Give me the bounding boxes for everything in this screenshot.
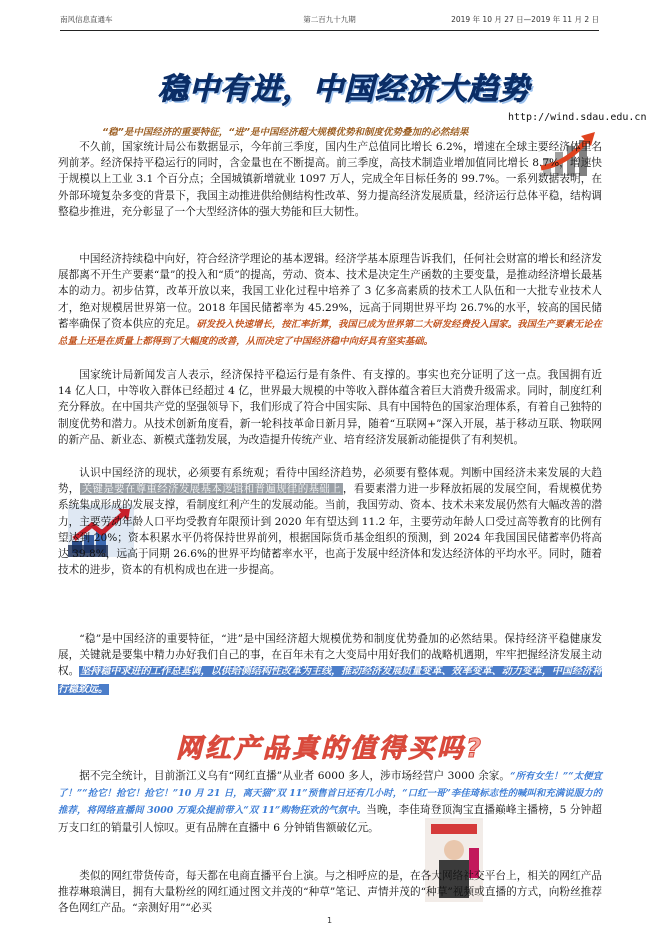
article1-paragraph-5-highlight: 坚持稳中求进的工作总基调，以供给侧结构性改革为主线，推动经济发展质量变革、效率变革、动力变革，中国经济将行稳致远。 xyxy=(58,666,603,695)
newsletter-name: 南风信息直通车 xyxy=(60,15,113,24)
article2-title: 网红产品真的值得买吗? xyxy=(176,734,485,764)
article1-paragraph-2-highlight: 研发投入快速增长，按汇率折算，我国已成为世界第二大研发经费投入国家。我国生产要素无论在总量上还是在质量上都得到了大幅度的改善，从而决定了中国经济稳中向好具有坚实基础。 xyxy=(58,318,602,348)
article2-paragraph-2: 类似的网红带货传奇，每天都在电商直播平台上演。与之相呼应的是，在各大网络社交平台上，相关的网红产品推荐琳琅满目，拥有大量粉丝的网红通过图文并茂的“种草”笔记、声情并茂的“种草”视频或直播的方式，向粉丝推荐各色网红产品。“亲测好用”“必买 xyxy=(58,870,602,915)
article2-paragraph-1 xyxy=(58,768,602,836)
article1-paragraph-4-highlight: 关键是要在尊重经济发展基本逻辑和普遍规律的基础上 xyxy=(81,483,341,496)
article1-paragraph-5-text: “稳”是中国经济的重要特征，“进”是中国经济超大规模优势和制度优势叠加的必然结果。保持经济平稳健康发展，关键就是要集中精力办好我们自己的事，在百年未有之大变局中用好我们的战略机遇期，牢牢把握经济发展主动权。 xyxy=(58,633,602,678)
article1-paragraph-2 xyxy=(58,251,602,350)
header-divider xyxy=(60,30,599,31)
article1-paragraph-5 xyxy=(58,631,602,698)
article-title: 稳中有进，中国经济大趋势 xyxy=(158,72,530,107)
site-url[interactable]: http://wind.sdau.edu.cn xyxy=(508,112,647,123)
article1-paragraph-4 xyxy=(58,465,602,578)
article1-paragraph-4-text-a: 认识中国经济的现状，必须要有系统观；看待中国经济趋势，必须要有整体观。判断中国经济未来发展的大趋势， xyxy=(58,467,602,496)
article1-paragraph-2-text: 中国经济持续稳中向好，符合经济学理论的基本逻辑。经济学基本原理告诉我们，任何社会财富的增长和经济发展都离不开生产要素“量”的投入和“质”的提高，劳动、资本、技术是决定生产函数的主要变量，是推动经济增长最基本的动力。初步估算，改革开放以来，我国工业化过程中培养了 3 亿多高素质的技术工人队伍和一大批专业技术人才，绝对规模居世界第一位。2018 年国民储蓄率为 45.29%，远高于同期世界平均 26.7%的水平，较高的国民储蓄率确保了资本供应的充足。 xyxy=(58,253,602,330)
issue-number: 第二百九十九期 xyxy=(303,15,356,24)
article1-paragraph-3: 国家统计局新闻发言人表示，经济保持平稳运行是有条件、有支撑的。事实也充分证明了这一点。我国拥有近 14 亿人口，中等收入群体已经超过 4 亿，世界最大规模的中等收入群体蕴含着巨大消费升级需求。同时，制度红利充分释放。在中国共产党的坚强领导下，我们形成了符合中国实际、具有中国特色的国家治理体系，有着自己独特的制度优势和潜力。从技术创新角度看，新一轮科技革命日新月异，随着“互联网+”深入开展，基于移动互联、物联网的新产品、新业态、新模式蓬勃发展，为改造提升传统产业、培育经济发展新动能提供了有利契机。 xyxy=(58,369,602,446)
issue-date: 2019 年 10 月 27 日—2019 年 11 月 2 日 xyxy=(451,15,599,24)
article1-paragraph-4-text-b: ，看要素潜力进一步释放拓展的发展空间，看规模优势系统集成形成的发展支撑，看制度红利产生的发展动能。当前，我国劳动、资本、技术未来发展仍然有大幅改善的潜力，主要劳动年龄人口平均受教育年限预计到 2020 年有望达到 11.2 年，主要劳动年龄人口受过高等教育的比例有望达到 20%；资本积累水平仍将保持世界前列，根据国际货币基金组织的预测，到 2024 年我国国民储蓄率仍将高达 39.8%，远高于同期 26.6%的世界平均储蓄率水平，也高于发展中经济体和发达经济体的平均水平。同时，随着技术的进步，资本的有机构成也在进一步提高。 xyxy=(58,483,603,577)
article-tagline: “稳”是中国经济的重要特征，“进”是中国经济超大规模优势和制度优势叠加的必然结果 xyxy=(102,127,469,138)
page-number: 1 xyxy=(326,916,333,925)
article1-paragraph-1: 不久前，国家统计局公布数据显示，今年前三季度，国内生产总值同比增长 6.2%，增速在全球主要经济体里名列前茅。经济保持平稳运行的同时，含金量也在不断提高。前三季度，高技术制造业增加值同比增长 8.7%，增速快于规模以上工业 3.1 个百分点；全国城镇新增就业 1097 万人，完成全年目标任务的 99.7%。一系列数据表明，在外部环境复杂多变的背景下，我国主动推进供给侧结构性改革、努力提高经济发展质量，经济运行总体平稳，结构调整稳步推进，充分彰显了一个大型经济体的强大势能和巨大韧性。 xyxy=(58,141,602,218)
article2-paragraph-1-text-b: 当晚，李佳琦登顶淘宝直播巅峰主播榜，5 分钟超万支口红的销量引人惊叹。更有品牌在直播中 6 分钟销售额破亿元。 xyxy=(58,804,603,834)
article2-paragraph-1-highlight: “所有女生！”“太便宜了！”“抢它！抢它！抢它！”10 月 21 日，离天猫“双 11”预售首日还有几小时，“口红一哥”李佳琦标志性的喊叫和充满说服力的推荐，将网络直播间 3000 万观众提前带入“双 11”购物狂欢的气氛中。 xyxy=(58,771,602,817)
page-header xyxy=(60,14,599,28)
article2-paragraph-1-text: 据不完全统计，目前浙江义乌有“网红直播”从业者 6000 多人，涉市场经营户 3000 余家。 xyxy=(79,770,511,782)
